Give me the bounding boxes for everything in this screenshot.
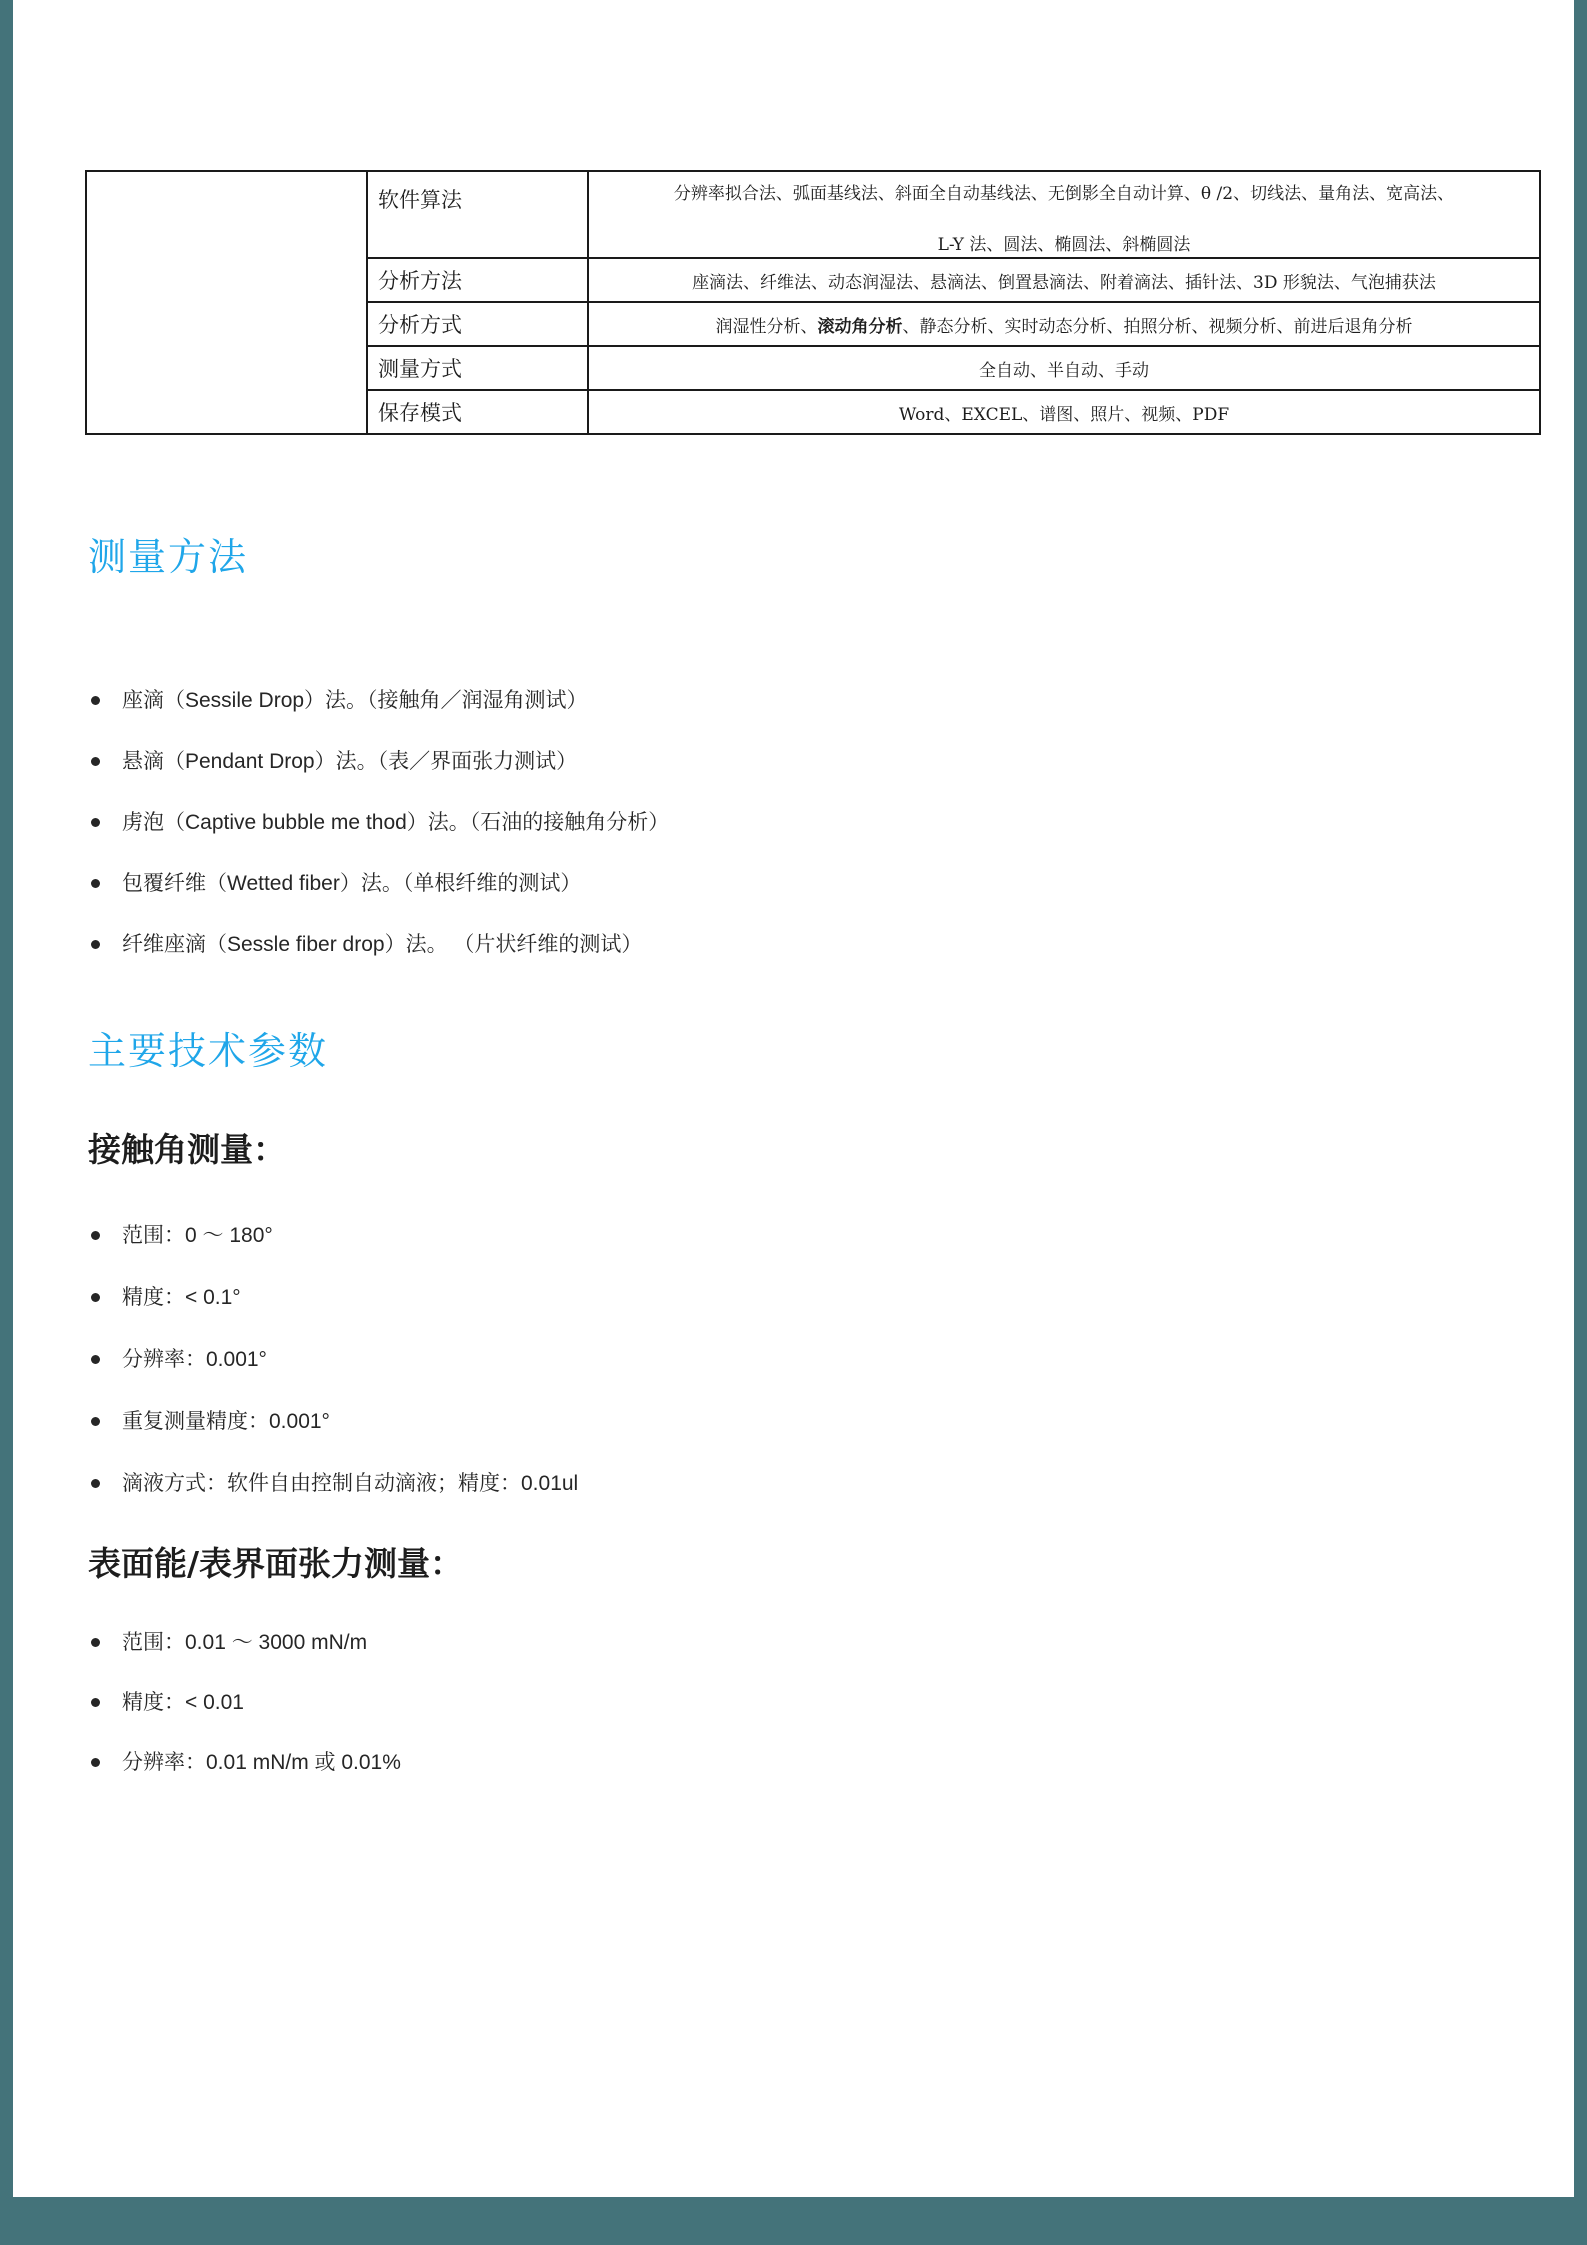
list-item: 分辨率：0.001°	[85, 1347, 1185, 1372]
table-empty-cell	[86, 171, 367, 434]
list-item: 滴液方式：软件自由控制自动滴液；精度：0.01ul	[85, 1471, 1185, 1496]
measurement-methods-list	[85, 688, 1185, 993]
table-row-software-algorithms	[86, 171, 1540, 258]
page-border-right	[1574, 0, 1587, 2245]
page-border-bottom	[0, 2197, 1587, 2245]
table-value-measurement-modes: 全自动、半自动、手动	[588, 346, 1540, 390]
spec-table	[85, 170, 1541, 435]
table-label-analysis-methods: 分析方法	[367, 258, 588, 302]
table-label-save-formats: 保存模式	[367, 390, 588, 434]
list-item: 范围：0 ～ 180°	[85, 1223, 1185, 1248]
table-value-software-algorithms	[588, 171, 1540, 258]
list-item: 座滴（Sessile Drop）法。（接触角／润湿角测试）	[85, 688, 1185, 713]
list-item: 范围：0.01 ～ 3000 mN/m	[85, 1630, 1185, 1655]
table-value-save-formats: Word、EXCEL、谱图、照片、视频、PDF	[588, 390, 1540, 434]
list-item: 重复测量精度：0.001°	[85, 1409, 1185, 1434]
analysis-modes-suffix: 、静态分析、实时动态分析、拍照分析、视频分析、前进后退角分析	[902, 316, 1413, 337]
list-item: 包覆纤维（Wetted fiber）法。（单根纤维的测试）	[85, 871, 1185, 896]
table-label-analysis-modes: 分析方式	[367, 302, 588, 346]
list-item: 精度：< 0.1°	[85, 1285, 1185, 1310]
analysis-modes-prefix: 润湿性分析、	[715, 316, 818, 337]
algorithms-line-2: L-Y 法、圆法、椭圆法、斜椭圆法	[937, 234, 1191, 255]
section-title-measurement-methods: 测量方法	[88, 535, 249, 579]
list-item: 虏泡（Captive bubble me thod）法。（石油的接触角分析）	[85, 810, 1185, 835]
analysis-modes-bold: 滚动角分析	[817, 316, 903, 337]
contact-angle-spec-list	[85, 1223, 1185, 1533]
algorithms-line-1: 分辨率拟合法、弧面基线法、斜面全自动基线法、无倒影全自动计算、θ /2、切线法、量角法、宽高法、	[673, 183, 1455, 204]
list-item: 精度：< 0.01	[85, 1690, 1185, 1715]
table-label-measurement-modes: 测量方式	[367, 346, 588, 390]
section-title-main-parameters: 主要技术参数	[88, 1029, 329, 1073]
table-value-analysis-methods: 座滴法、纤维法、动态润湿法、悬滴法、倒置悬滴法、附着滴法、插针法、3D 形貌法、气泡捕获法	[588, 258, 1540, 302]
surface-tension-spec-list	[85, 1630, 1185, 1810]
subsection-title-contact-angle: 接触角测量：	[88, 1130, 286, 1169]
table-label-software-algorithms: 软件算法	[367, 171, 588, 258]
page-border-left	[0, 0, 13, 2245]
table-value-analysis-modes	[588, 302, 1540, 346]
list-item: 纤维座滴（Sessle fiber drop）法。 （片状纤维的测试）	[85, 932, 1185, 957]
list-item: 分辨率：0.01 mN/m 或 0.01%	[85, 1750, 1185, 1775]
list-item: 悬滴（Pendant Drop）法。（表／界面张力测试）	[85, 749, 1185, 774]
subsection-title-surface-tension: 表面能/表界面张力测量：	[88, 1544, 464, 1583]
